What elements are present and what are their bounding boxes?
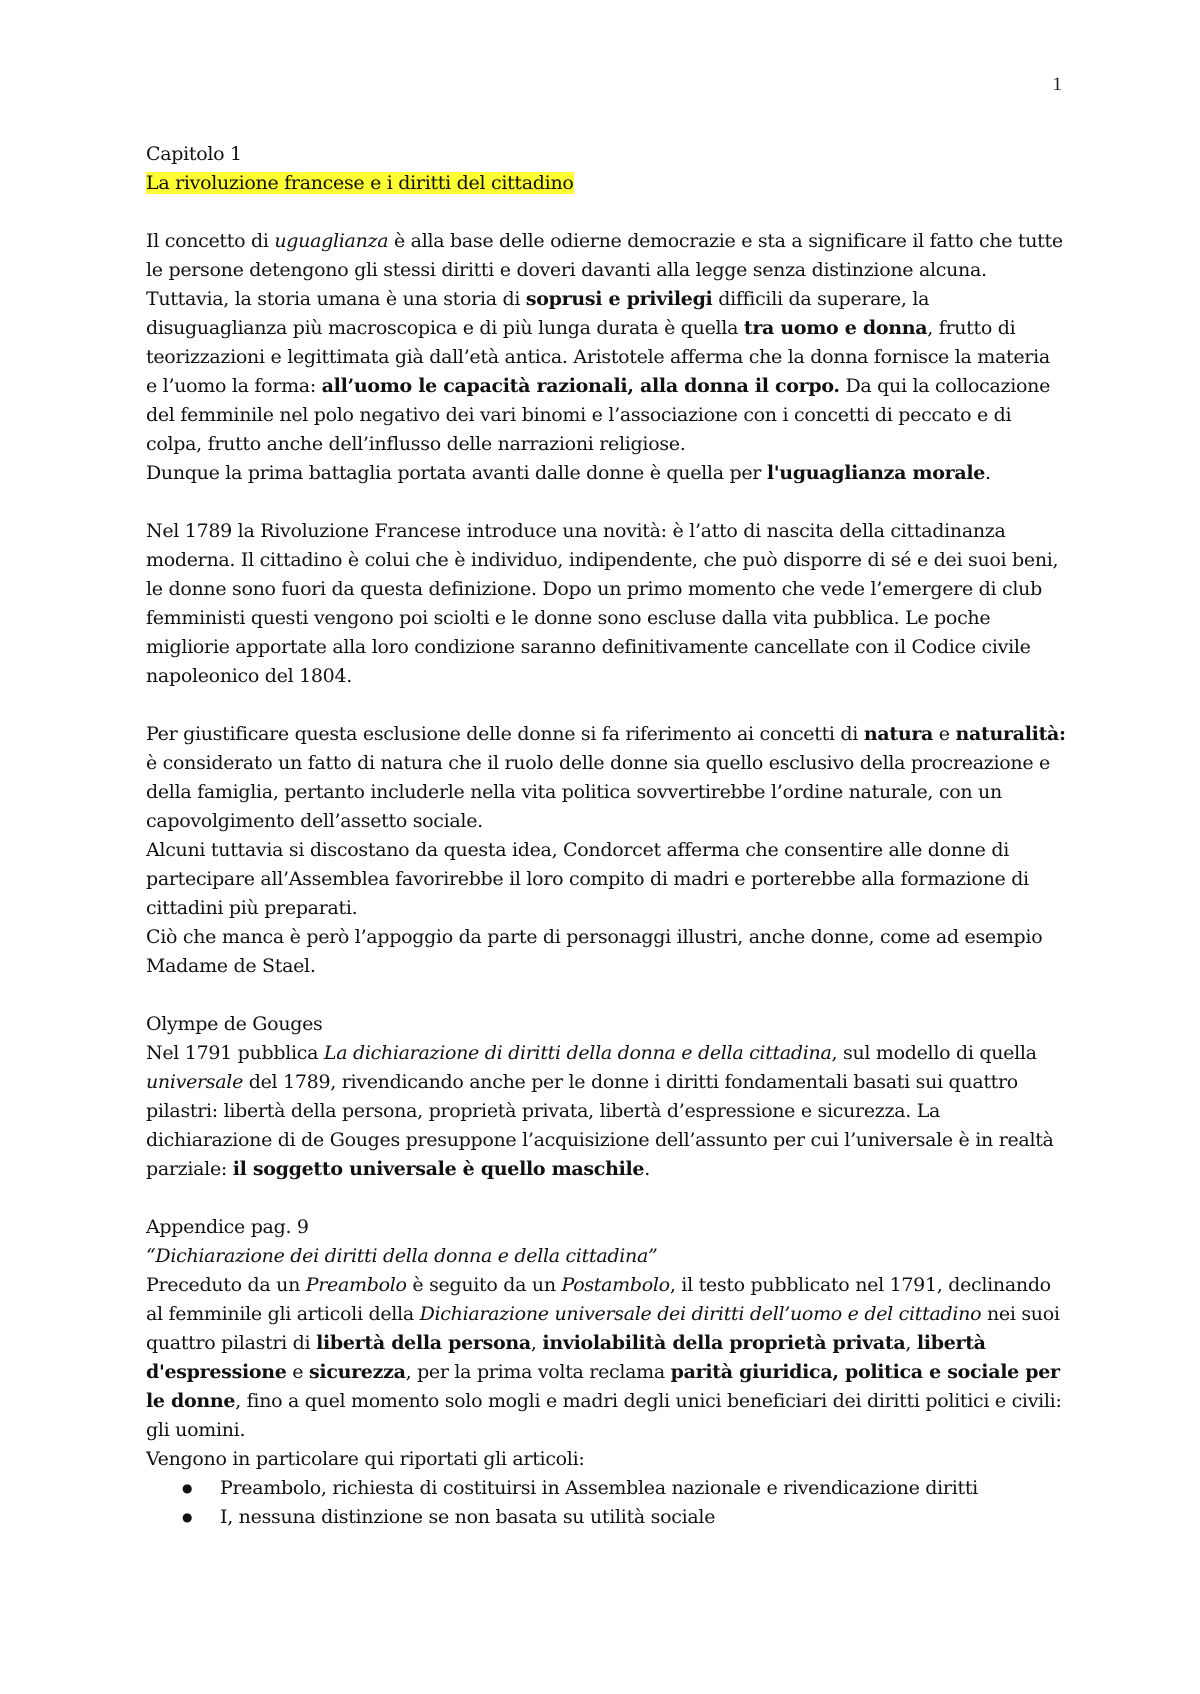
text: e [933,723,956,745]
paragraph-equality [146,227,1066,459]
text: Preceduto da un [146,1274,306,1296]
bold-term: naturalità: [955,723,1066,745]
italic-term: Postambolo [561,1274,670,1296]
paragraph-stael [146,923,1066,981]
text: Dunque la prima battaglia portata avanti dalle donne è quella per [146,462,767,484]
document-body [146,140,1066,1532]
bold-term: sicurezza [309,1361,406,1383]
text: , il testo pubblicato nel 1791, declinando al femminile gli articoli della [146,1274,1051,1325]
chapter-label: Capitolo 1 [146,143,242,165]
chapter-heading [146,140,1066,198]
text: Nel 1789 la Rivoluzione Francese introduce una novità: è l’atto di nascita della cittadinanza moderna. Il cittadino è colui che è individuo, indipendente, che può disporre di sé e dei suoi beni, le donne sono fuori da questa definizione. Dopo un primo momento che vede l’emergere di club femministi questi vengono poi sciolti e le donne sono escluse dalla vita pubblica. Le poche migliorie apportate alla loro condizione saranno definitivamente cancellate con il Codice civile napoleonico del 1804. [146,520,1059,687]
text: e [286,1361,309,1383]
text: , sul modello di quella [831,1042,1037,1064]
text: , frutto di teorizzazioni e legittimata già dall’età antica. Aristotele afferma che la donna fornisce la materia e l’uomo la forma: [146,317,1050,397]
italic-term: universale [146,1071,244,1093]
bold-term: inviolabilità della proprietà privata [542,1332,906,1354]
text: Il concetto di [146,230,275,252]
text: . [644,1158,650,1180]
italic-term: uguaglianza [274,230,389,252]
text: Alcuni tuttavia si discostano da questa idea, Condorcet afferma che consentire alle donne di partecipare all’Assemblea favorirebbe il loro compito di madri e porterebbe alla formazione di cittadini più preparati. [146,839,1029,919]
paragraph-moral-equality [146,459,1066,488]
text: , fino a quel momento solo mogli e madri degli unici beneficiari dei diritti politici e civili: gli uomini. [146,1390,1062,1441]
italic-term: Dichiarazione universale dei diritti dell’uomo e del cittadino [419,1303,982,1325]
page-number: 1 [1052,74,1062,95]
article-list [146,1474,1066,1532]
paragraph-condorcet [146,836,1066,923]
bold-term: libertà d'espressione [146,1332,986,1383]
text: Ciò che manca è però l’appoggio da parte di personaggi illustri, anche donne, come ad esempio Madame de Stael. [146,926,1043,977]
list-intro: Vengono in particolare qui riportati gli articoli: [146,1448,585,1470]
section-heading: Appendice pag. 9 [146,1216,309,1238]
text: , [530,1332,543,1354]
text: , [905,1332,917,1354]
italic-term: La dichiarazione di diritti della donna e della cittadina [323,1042,832,1064]
text: nei suoi quattro pilastri di [146,1303,1060,1354]
list-item: ● I, nessuna distinzione se non basata su utilità sociale [146,1503,1066,1532]
text: Nel 1791 pubblica [146,1042,324,1064]
bold-term: libertà della persona [316,1332,531,1354]
quote-title: “Dichiarazione dei diritti della donna e della cittadina” [146,1245,658,1267]
text: è seguito da un [406,1274,562,1296]
text: del 1789, rivendicando anche per le donne i diritti fondamentali basati sui quattro pilastri: libertà della persona, proprietà privata, libertà d’espressione e sicurezza. La dichiarazione di de Gouges presuppone l’acquisizione dell’assunto per cui l’universale è in realtà parziale: [146,1071,1054,1180]
paragraph-nature [146,720,1066,836]
section-olympe [146,1010,1066,1184]
text: Per giustificare questa esclusione delle donne si fa riferimento ai concetti di [146,723,864,745]
text: è alla base delle odierne democrazie e sta a significare il fatto che tutte le persone detengono gli stessi diritti e doveri davanti alla legge senza distinzione alcuna. Tuttavia, la storia umana è una storia di [146,230,1063,310]
list-item: ● Preambolo, richiesta di costituirsi in Assemblea nazionale e rivendicazione diritti [146,1474,1066,1503]
section-appendix [146,1213,1066,1474]
text: , per la prima volta reclama [405,1361,671,1383]
bold-term: il soggetto universale è quello maschile [232,1158,645,1180]
italic-term: Preambolo [305,1274,407,1296]
paragraph-revolution [146,517,1066,691]
bold-term: all’uomo le capacità razionali, alla donna il corpo. [321,375,840,397]
bold-term: natura [863,723,934,745]
section-heading: Olympe de Gouges [146,1013,323,1035]
bold-term: l'uguaglianza morale [766,462,986,484]
bold-term: soprusi e privilegi [525,288,713,310]
chapter-title: La rivoluzione francese e i diritti del cittadino [146,172,574,194]
text: Da qui la collocazione del femminile nel polo negativo dei vari binomi e l’associazione con i concetti di peccato e di colpa, frutto anche dell’influsso delle narrazioni religiose. [146,375,1051,455]
text: è considerato un fatto di natura che il ruolo delle donne sia quello esclusivo della procreazione e della famiglia, pertanto includerle nella vita politica sovvertirebbe l’ordine naturale, con un capovolgimento dell’assetto sociale. [146,752,1050,832]
bold-term: parità giuridica, politica e sociale per le donne [146,1361,1060,1412]
text: . [985,462,991,484]
text: difficili da superare, la disuguaglianza più macroscopica e di più lunga durata è quella [146,288,930,339]
bold-term: tra uomo e donna [743,317,928,339]
